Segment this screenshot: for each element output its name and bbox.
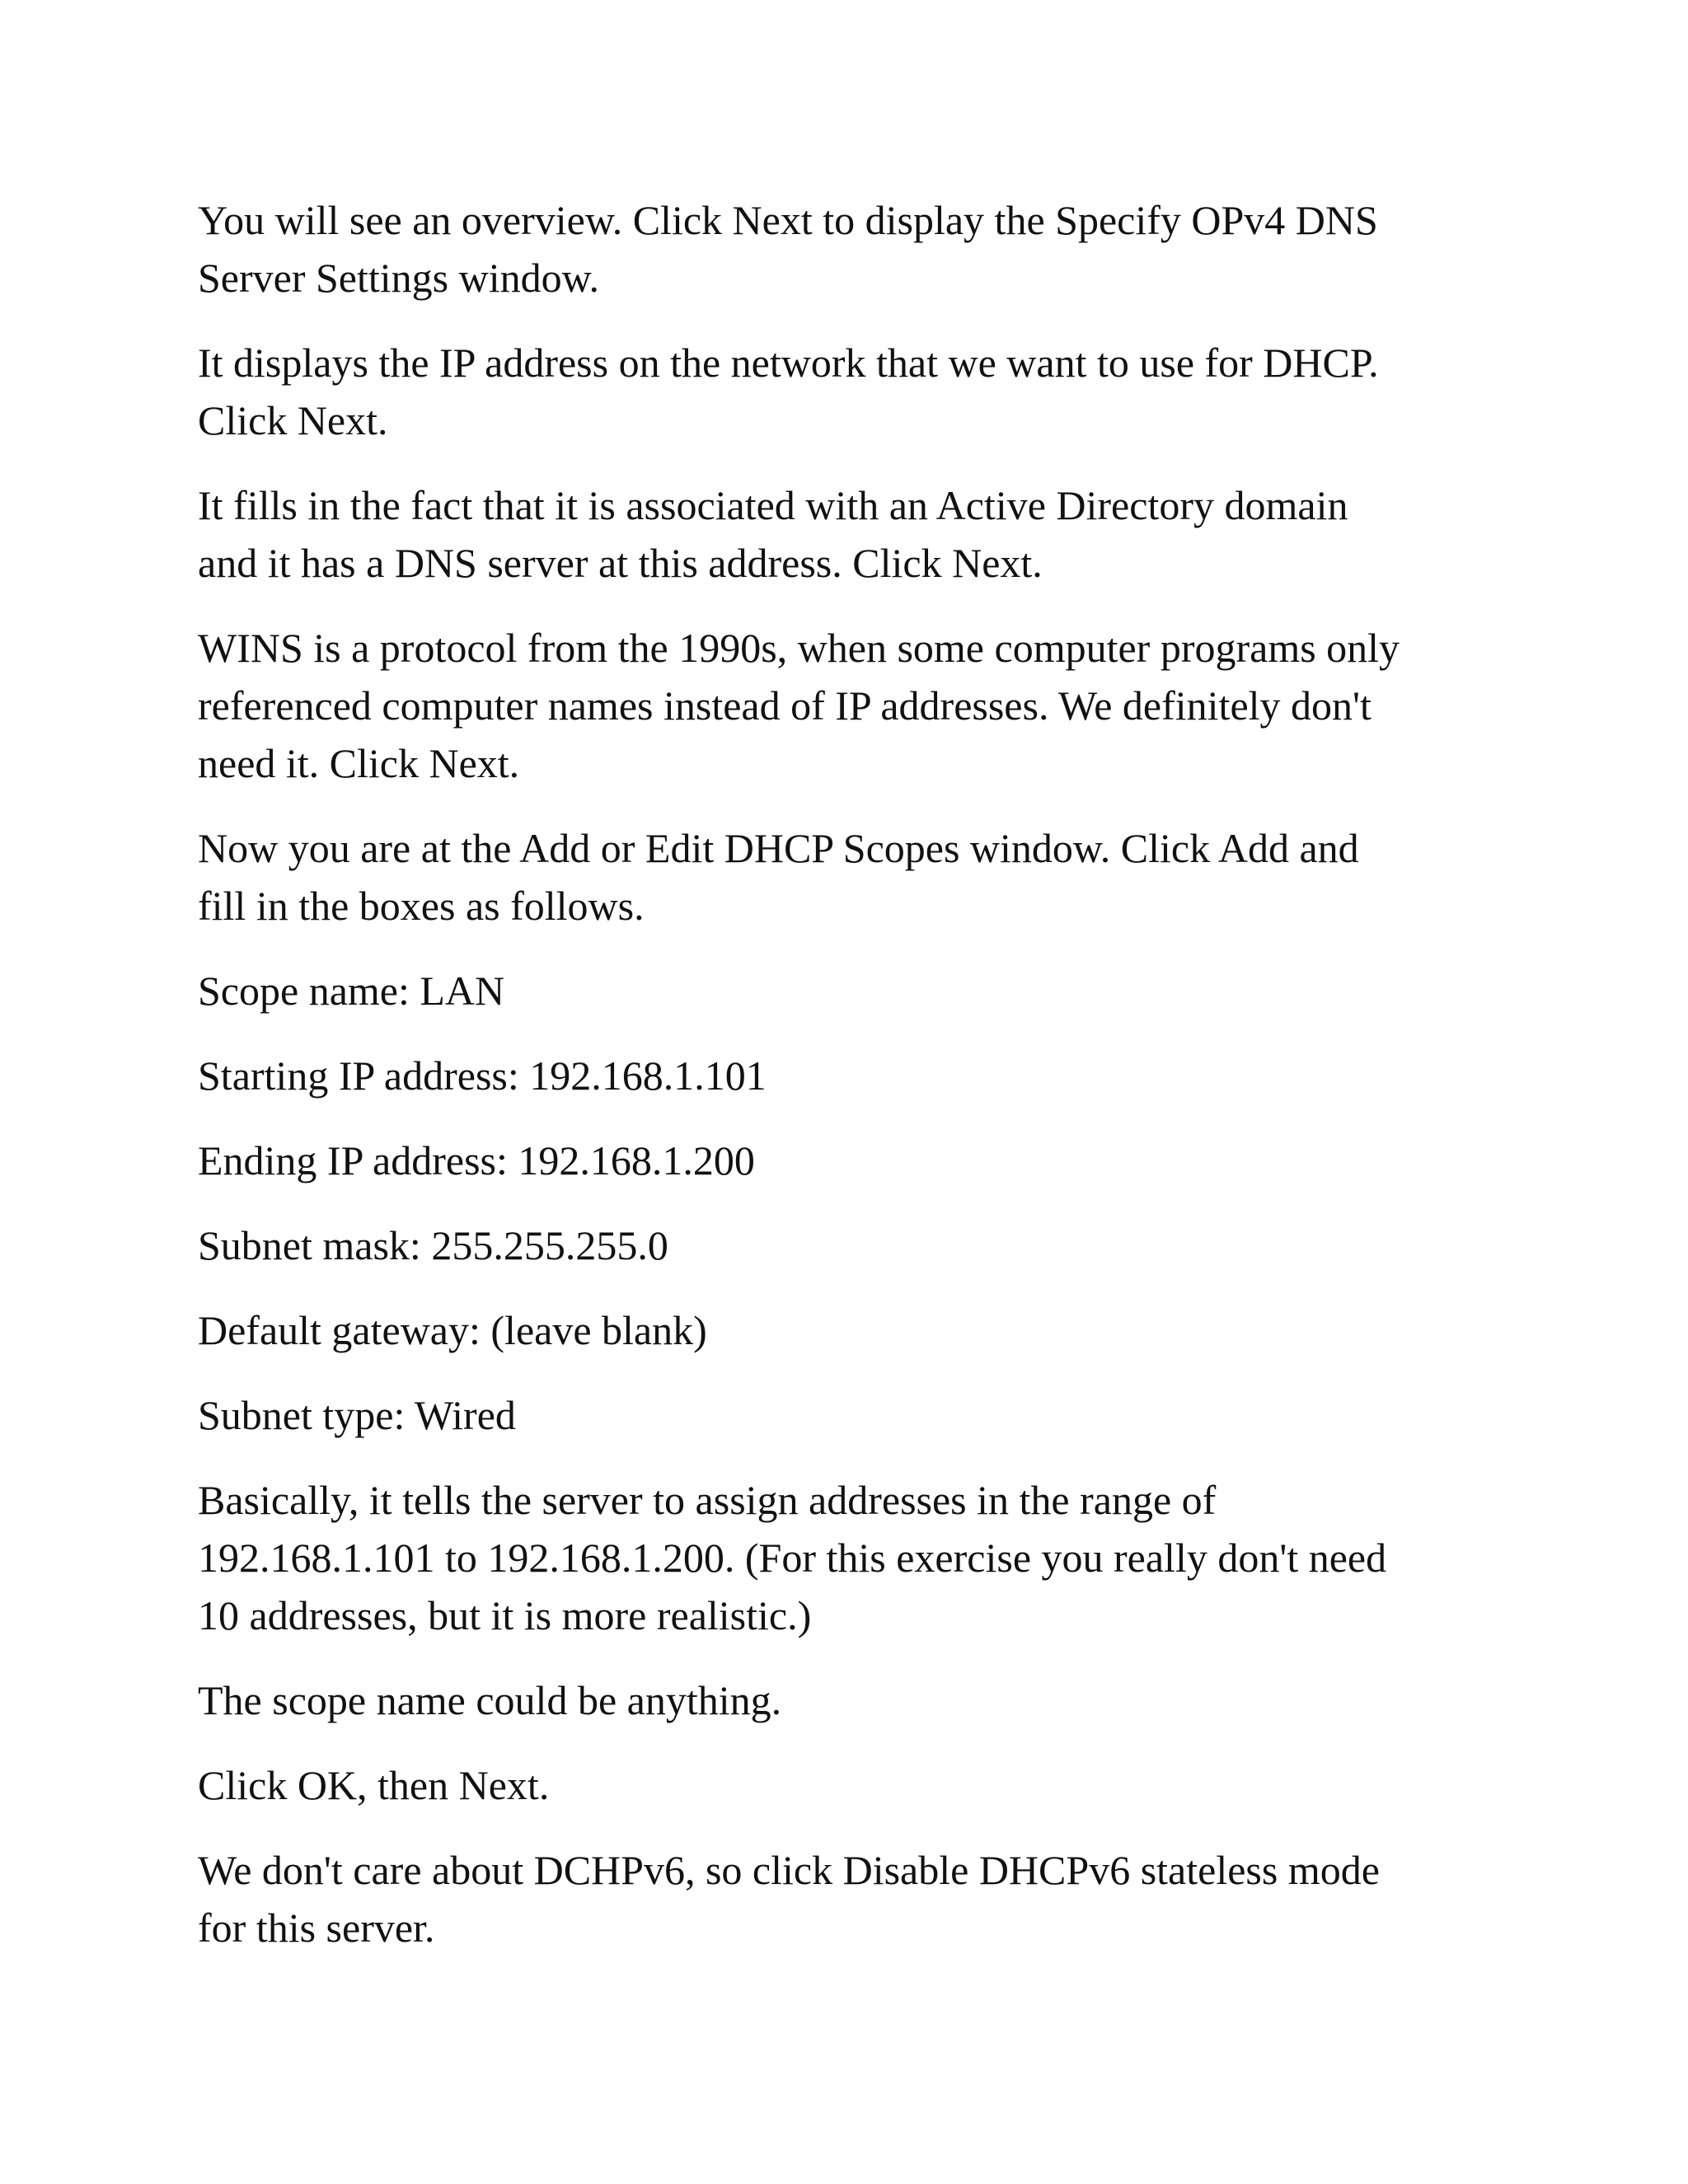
field-subnet-mask: Subnet mask: 255.255.255.0 <box>198 1222 668 1268</box>
paragraph-click-ok: Click OK, then Next. <box>198 1762 550 1808</box>
field-default-gateway: Default gateway: (leave blank) <box>198 1307 707 1353</box>
paragraph-wins: WINS is a protocol from the 1990s, when some computer programs only referenced computer names instead of IP addresses. We definitely don't need it. Click Next. <box>198 625 1400 786</box>
paragraph-scope-name-note: The scope name could be anything. <box>198 1677 782 1723</box>
field-subnet-type: Subnet type: Wired <box>198 1392 516 1438</box>
paragraph-range-explanation: Basically, it tells the server to assign addresses in the range of 192.168.1.101 to 192.168.1.200. (For this exercise you really don't need 10 addresses, but it is more realistic.) <box>198 1477 1387 1638</box>
paragraph-ip-address: It displays the IP address on the network that we want to use for DHCP. Click Next. <box>198 340 1379 443</box>
paragraph-dhcpv6: We don't care about DCHPv6, so click Disable DHCPv6 stateless mode for this server. <box>198 1847 1380 1951</box>
paragraph-dhcp-scopes: Now you are at the Add or Edit DHCP Scopes window. Click Add and fill in the boxes as follows. <box>198 825 1359 929</box>
paragraph-overview: You will see an overview. Click Next to display the Specify OPv4 DNS Server Settings window. <box>198 197 1378 301</box>
document-body <box>198 191 1484 1984</box>
field-scope-name: Scope name: LAN <box>198 968 505 1014</box>
paragraph-active-directory: It fills in the fact that it is associated with an Active Directory domain and it has a DNS server at this address. Click Next. <box>198 482 1348 586</box>
field-ending-ip: Ending IP address: 192.168.1.200 <box>198 1137 755 1183</box>
field-starting-ip: Starting IP address: 192.168.1.101 <box>198 1052 767 1099</box>
